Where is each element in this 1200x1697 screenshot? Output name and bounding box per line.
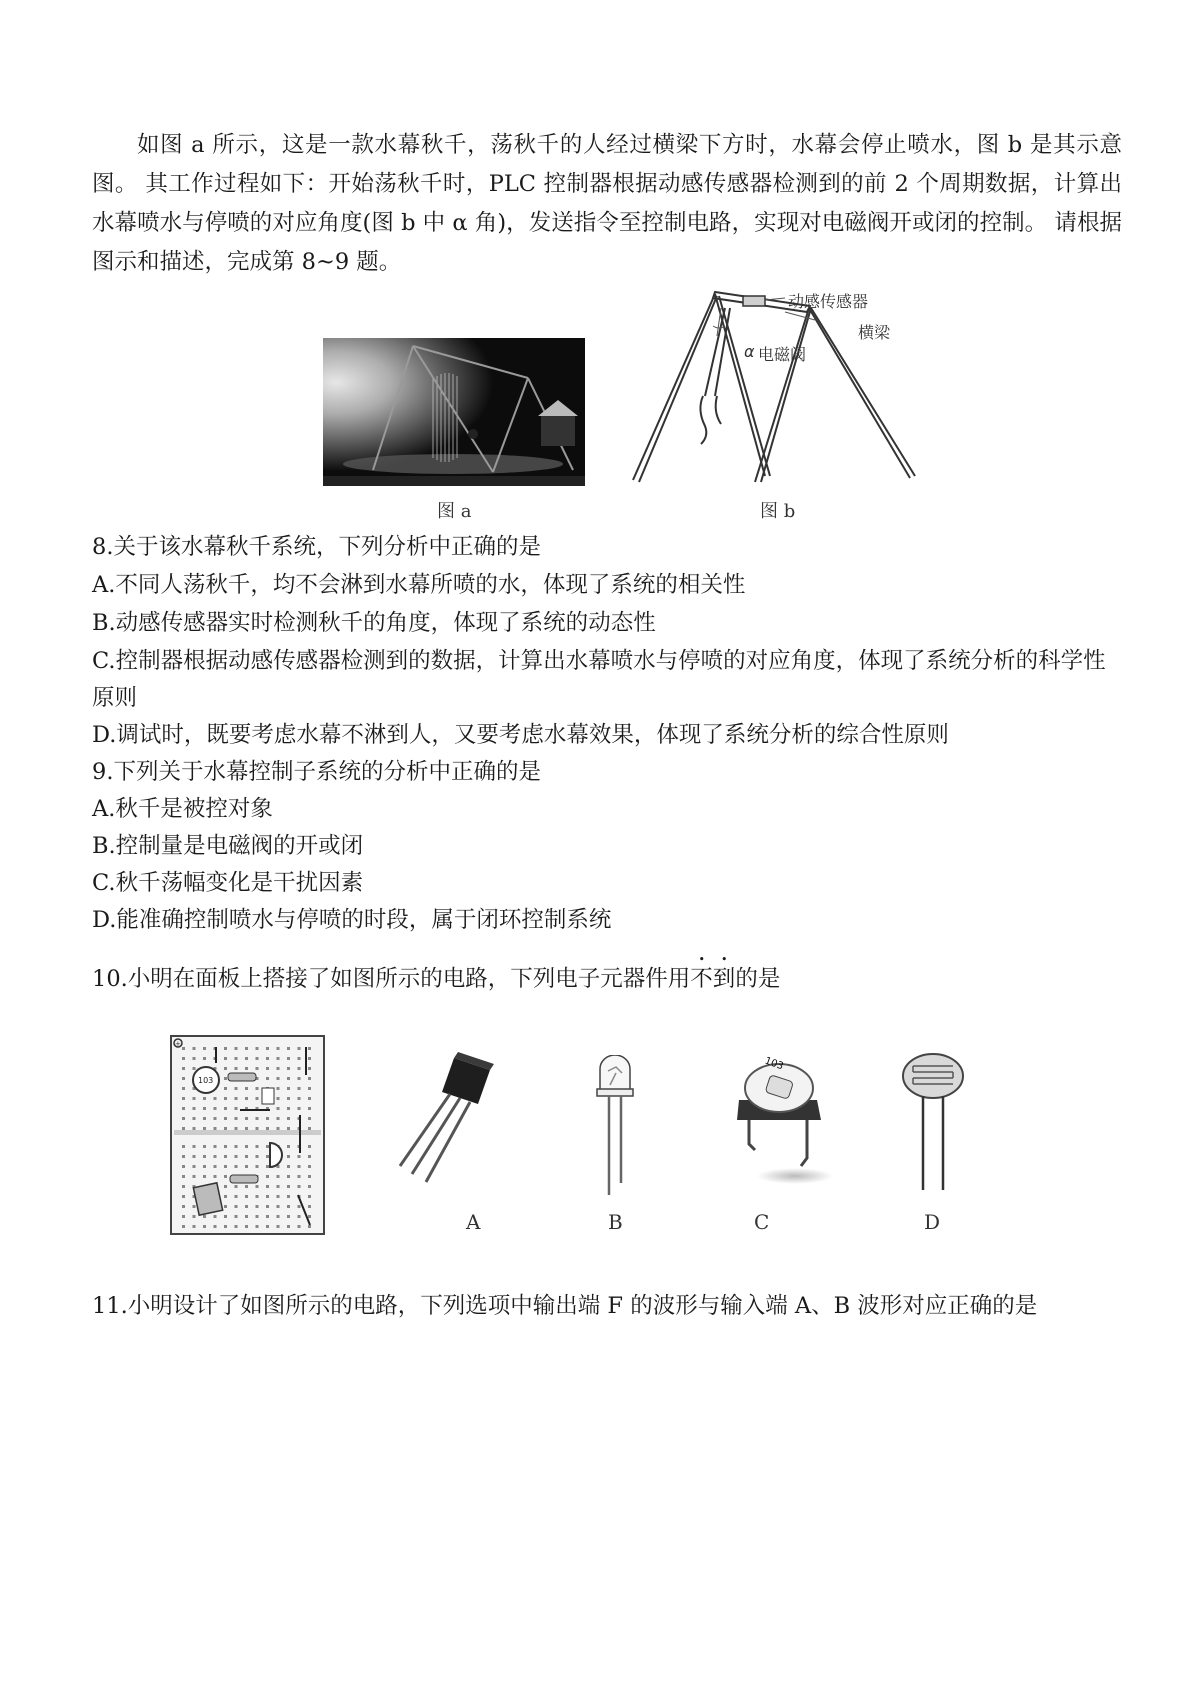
breadboard-hole <box>235 1067 238 1070</box>
q10-stem-before: 10.小明在面板上搭接了如图所示的电路，下列电子元器件用 <box>92 966 691 992</box>
breadboard-hole <box>287 1097 290 1100</box>
breadboard-hole <box>235 1215 238 1218</box>
breadboard-hole <box>287 1195 290 1198</box>
breadboard-hole <box>235 1145 238 1148</box>
q10-stem-emphasis <box>690 966 735 992</box>
component-c-potentiometer <box>725 1048 835 1188</box>
breadboard-hole <box>266 1155 269 1158</box>
breadboard-hole <box>245 1195 248 1198</box>
breadboard-hole <box>245 1127 248 1130</box>
breadboard-hole <box>224 1205 227 1208</box>
breadboard-hole <box>182 1195 185 1198</box>
q9-option-a: A.秋千是被控对象 <box>92 796 273 822</box>
breadboard-hole <box>182 1047 185 1050</box>
breadboard-hole <box>277 1097 280 1100</box>
breadboard-hole <box>308 1205 311 1208</box>
breadboard-hole <box>308 1195 311 1198</box>
label-valve: 电磁阀 <box>758 345 807 364</box>
breadboard-hole <box>287 1047 290 1050</box>
breadboard-hole <box>256 1195 259 1198</box>
breadboard-hole <box>308 1077 311 1080</box>
breadboard-hole <box>203 1165 206 1168</box>
breadboard-hole <box>287 1155 290 1158</box>
breadboard-hole <box>235 1047 238 1050</box>
breadboard-hole <box>182 1185 185 1188</box>
breadboard-hole <box>193 1175 196 1178</box>
breadboard-hole <box>203 1155 206 1158</box>
breadboard-hole <box>277 1117 280 1120</box>
breadboard-hole <box>277 1225 280 1228</box>
breadboard-hole <box>182 1117 185 1120</box>
breadboard-hole <box>193 1145 196 1148</box>
breadboard-hole <box>298 1057 301 1060</box>
breadboard-hole <box>308 1215 311 1218</box>
breadboard-hole <box>308 1107 311 1110</box>
breadboard-hole <box>256 1145 259 1148</box>
q9-option-b: B.控制量是电磁阀的开或闭 <box>92 833 364 859</box>
q8-option-d: D.调试时，既要考虑水幕不淋到人，又要考虑水幕效果，体现了系统分析的综合性原则 <box>92 722 949 748</box>
breadboard-hole <box>245 1117 248 1120</box>
breadboard-hole <box>266 1067 269 1070</box>
breadboard-hole <box>287 1165 290 1168</box>
breadboard-hole <box>298 1047 301 1050</box>
breadboard-hole <box>224 1087 227 1090</box>
breadboard-hole <box>298 1155 301 1158</box>
breadboard-hole <box>266 1047 269 1050</box>
svg-text:+: + <box>175 1040 181 1048</box>
breadboard-hole <box>245 1185 248 1188</box>
q8-option-b: B.动感传感器实时检测秋千的角度，体现了系统的动态性 <box>92 610 656 636</box>
breadboard-hole <box>193 1097 196 1100</box>
breadboard-hole <box>235 1195 238 1198</box>
breadboard-hole <box>214 1155 217 1158</box>
breadboard-figure <box>170 1035 325 1235</box>
breadboard-hole <box>193 1215 196 1218</box>
breadboard-hole <box>235 1185 238 1188</box>
breadboard-hole <box>256 1185 259 1188</box>
component-label-b: B <box>608 1210 623 1234</box>
breadboard-hole <box>193 1107 196 1110</box>
breadboard-hole <box>224 1145 227 1148</box>
breadboard-hole <box>256 1215 259 1218</box>
breadboard-hole <box>235 1097 238 1100</box>
breadboard-hole <box>224 1117 227 1120</box>
breadboard-hole <box>256 1225 259 1228</box>
breadboard-hole <box>224 1165 227 1168</box>
breadboard-hole <box>277 1175 280 1178</box>
breadboard-hole <box>214 1175 217 1178</box>
breadboard-hole <box>224 1107 227 1110</box>
breadboard-hole <box>308 1057 311 1060</box>
q10-stem <box>92 953 1132 995</box>
breadboard-hole <box>298 1185 301 1188</box>
breadboard-hole <box>245 1155 248 1158</box>
breadboard-hole <box>298 1107 301 1110</box>
breadboard-hole <box>277 1107 280 1110</box>
breadboard-hole <box>277 1087 280 1090</box>
breadboard-hole <box>298 1165 301 1168</box>
breadboard-hole <box>266 1195 269 1198</box>
breadboard-hole <box>256 1067 259 1070</box>
breadboard-hole <box>277 1215 280 1218</box>
breadboard-hole <box>308 1165 311 1168</box>
q8-option-a: A.不同人荡秋千，均不会淋到水幕所喷的水，体现了系统的相关性 <box>92 572 746 598</box>
breadboard-hole <box>277 1205 280 1208</box>
breadboard-hole <box>203 1215 206 1218</box>
breadboard-hole <box>203 1225 206 1228</box>
breadboard-hole <box>224 1225 227 1228</box>
breadboard-hole <box>245 1057 248 1060</box>
q11-stem: 11.小明设计了如图所示的电路，下列选项中输出端 F 的波形与输入端 A、B 波形对应正确的是 <box>92 1293 1038 1319</box>
breadboard-hole <box>277 1185 280 1188</box>
breadboard-hole <box>308 1087 311 1090</box>
breadboard-hole <box>298 1225 301 1228</box>
component-b-led <box>590 1055 640 1205</box>
breadboard-hole <box>277 1195 280 1198</box>
breadboard-hole <box>245 1047 248 1050</box>
label-alpha: α <box>744 342 755 361</box>
q9-option-c: C.秋千荡幅变化是干扰因素 <box>92 870 364 896</box>
breadboard-hole <box>287 1117 290 1120</box>
breadboard-hole <box>182 1205 185 1208</box>
q10-emph-text: 不到 <box>690 966 736 992</box>
breadboard-hole <box>193 1165 196 1168</box>
breadboard-hole <box>224 1057 227 1060</box>
breadboard-hole <box>203 1175 206 1178</box>
breadboard-hole <box>193 1067 196 1070</box>
intro-paragraph: 如图 a 所示，这是一款水幕秋千，荡秋千的人经过横梁下方时，水幕会停止喷水，图 b 是其示意图。 其工作过程如下：开始荡秋千时，PLC 控制器根据动感传感器检测到的前 2 个周期数据，计算出水幕喷水与停喷的对应角度(图 b 中 α 角)，发送指令至控制电路，实现对电磁阀开或闭的控制。 请根据图示和描述，完成第 8~9 题。 <box>92 132 1122 275</box>
component-label-d: D <box>924 1210 941 1234</box>
breadboard-hole <box>298 1077 301 1080</box>
breadboard-hole <box>308 1155 311 1158</box>
breadboard-hole <box>266 1205 269 1208</box>
breadboard-hole <box>298 1087 301 1090</box>
breadboard-hole <box>287 1205 290 1208</box>
breadboard-hole <box>193 1205 196 1208</box>
breadboard-hole <box>277 1047 280 1050</box>
breadboard-hole <box>214 1225 217 1228</box>
breadboard-hole <box>298 1205 301 1208</box>
breadboard-hole <box>235 1165 238 1168</box>
breadboard-hole <box>287 1225 290 1228</box>
breadboard-hole <box>256 1087 259 1090</box>
breadboard-hole <box>277 1127 280 1130</box>
breadboard-hole <box>287 1067 290 1070</box>
component-label-a: A <box>466 1210 481 1234</box>
breadboard-hole <box>203 1097 206 1100</box>
breadboard-hole <box>203 1145 206 1148</box>
breadboard-hole <box>203 1047 206 1050</box>
breadboard-hole <box>214 1215 217 1218</box>
breadboard-hole <box>308 1127 311 1130</box>
breadboard-hole <box>182 1155 185 1158</box>
breadboard-hole <box>266 1215 269 1218</box>
label-sensor: 动感传感器 <box>788 292 869 311</box>
breadboard-hole <box>224 1077 227 1080</box>
breadboard-hole <box>245 1145 248 1148</box>
breadboard-hole <box>256 1205 259 1208</box>
q8-option-c: C.控制器根据动感传感器检测到的数据，计算出水幕喷水与停喷的对应角度，体现了系统分析的科学性原则 <box>92 648 1106 711</box>
breadboard-hole <box>214 1165 217 1168</box>
breadboard-hole <box>182 1097 185 1100</box>
breadboard-hole <box>182 1225 185 1228</box>
breadboard-hole <box>214 1117 217 1120</box>
breadboard-hole <box>193 1047 196 1050</box>
breadboard-hole <box>298 1215 301 1218</box>
breadboard-hole <box>287 1107 290 1110</box>
breadboard-hole <box>235 1127 238 1130</box>
breadboard-hole <box>308 1067 311 1070</box>
breadboard-hole <box>193 1155 196 1158</box>
breadboard-hole <box>182 1145 185 1148</box>
breadboard-hole <box>182 1175 185 1178</box>
breadboard-hole <box>224 1155 227 1158</box>
breadboard-hole <box>287 1087 290 1090</box>
breadboard-hole <box>245 1215 248 1218</box>
breadboard-hole <box>256 1047 259 1050</box>
breadboard-hole <box>182 1087 185 1090</box>
breadboard-hole <box>308 1145 311 1148</box>
breadboard-hole <box>235 1107 238 1110</box>
breadboard-hole <box>203 1117 206 1120</box>
label-beam: 横梁 <box>858 323 891 342</box>
q8-stem: 8.关于该水幕秋千系统，下列分析中正确的是 <box>92 534 541 560</box>
breadboard-hole <box>214 1127 217 1130</box>
breadboard-hole <box>256 1127 259 1130</box>
breadboard-hole <box>287 1057 290 1060</box>
breadboard-hole <box>256 1097 259 1100</box>
breadboard-hole <box>245 1067 248 1070</box>
q9-option-d: D.能准确控制喷水与停喷的时段，属于闭环控制系统 <box>92 907 612 933</box>
breadboard-hole <box>203 1107 206 1110</box>
breadboard-hole <box>214 1097 217 1100</box>
breadboard-hole <box>277 1077 280 1080</box>
breadboard-hole <box>235 1087 238 1090</box>
breadboard-hole <box>266 1117 269 1120</box>
breadboard-hole <box>193 1057 196 1060</box>
figure-a-caption: 图 a <box>437 501 472 522</box>
breadboard-hole <box>287 1127 290 1130</box>
breadboard-hole <box>287 1175 290 1178</box>
breadboard-hole <box>256 1165 259 1168</box>
component-label-c: C <box>754 1210 770 1234</box>
breadboard-hole <box>266 1225 269 1228</box>
breadboard-hole <box>308 1185 311 1188</box>
breadboard-hole <box>235 1057 238 1060</box>
breadboard-hole <box>308 1047 311 1050</box>
breadboard-hole <box>266 1165 269 1168</box>
breadboard-hole <box>193 1127 196 1130</box>
breadboard-hole <box>308 1117 311 1120</box>
component-a-transistor <box>392 1048 532 1198</box>
component-d-photoresistor <box>895 1050 975 1200</box>
breadboard-hole <box>224 1175 227 1178</box>
pot-marking: 103 <box>763 1055 785 1073</box>
breadboard-hole <box>245 1165 248 1168</box>
breadboard-hole <box>287 1077 290 1080</box>
breadboard-hole <box>308 1175 311 1178</box>
breadboard-hole <box>266 1057 269 1060</box>
breadboard-hole <box>235 1225 238 1228</box>
breadboard-hole <box>182 1127 185 1130</box>
breadboard-hole <box>308 1225 311 1228</box>
breadboard-hole <box>224 1215 227 1218</box>
breadboard-hole <box>182 1077 185 1080</box>
breadboard-hole <box>245 1097 248 1100</box>
breadboard-hole <box>277 1067 280 1070</box>
breadboard-hole <box>224 1195 227 1198</box>
breadboard-hole <box>235 1117 238 1120</box>
q10-stem-after: 的是 <box>735 966 781 992</box>
breadboard-hole <box>224 1127 227 1130</box>
breadboard-hole <box>182 1067 185 1070</box>
breadboard-hole <box>256 1155 259 1158</box>
breadboard-hole <box>256 1057 259 1060</box>
breadboard-hole <box>182 1215 185 1218</box>
breadboard-hole <box>245 1205 248 1208</box>
breadboard-hole <box>277 1057 280 1060</box>
breadboard-hole <box>224 1067 227 1070</box>
breadboard-hole <box>224 1097 227 1100</box>
breadboard-hole <box>308 1097 311 1100</box>
q9-stem: 9.下列关于水幕控制子系统的分析中正确的是 <box>92 759 541 785</box>
breadboard-hole <box>245 1087 248 1090</box>
breadboard-hole <box>266 1175 269 1178</box>
breadboard-hole <box>214 1145 217 1148</box>
breadboard-hole <box>203 1127 206 1130</box>
breadboard-hole <box>256 1117 259 1120</box>
breadboard-hole <box>298 1097 301 1100</box>
breadboard-hole <box>182 1107 185 1110</box>
breadboard-hole <box>298 1067 301 1070</box>
breadboard-hole <box>287 1185 290 1188</box>
breadboard-hole <box>287 1145 290 1148</box>
breadboard-hole <box>266 1185 269 1188</box>
breadboard-hole <box>287 1215 290 1218</box>
breadboard-hole <box>182 1165 185 1168</box>
figure-a-photo <box>323 338 585 486</box>
breadboard-hole <box>266 1127 269 1130</box>
breadboard-hole <box>245 1225 248 1228</box>
breadboard-hole <box>193 1225 196 1228</box>
breadboard-hole <box>214 1107 217 1110</box>
breadboard-hole <box>224 1047 227 1050</box>
breadboard-hole <box>182 1057 185 1060</box>
figure-b-diagram <box>625 286 925 486</box>
breadboard-hole <box>266 1077 269 1080</box>
breadboard-hole <box>298 1175 301 1178</box>
figure-b-caption: 图 b <box>760 501 796 522</box>
breadboard-hole <box>235 1205 238 1208</box>
breadboard-hole <box>193 1117 196 1120</box>
breadboard-hole <box>203 1057 206 1060</box>
svg-text:103: 103 <box>198 1076 214 1085</box>
breadboard-hole <box>235 1155 238 1158</box>
breadboard-hole <box>266 1145 269 1148</box>
breadboard-hole <box>224 1185 227 1188</box>
